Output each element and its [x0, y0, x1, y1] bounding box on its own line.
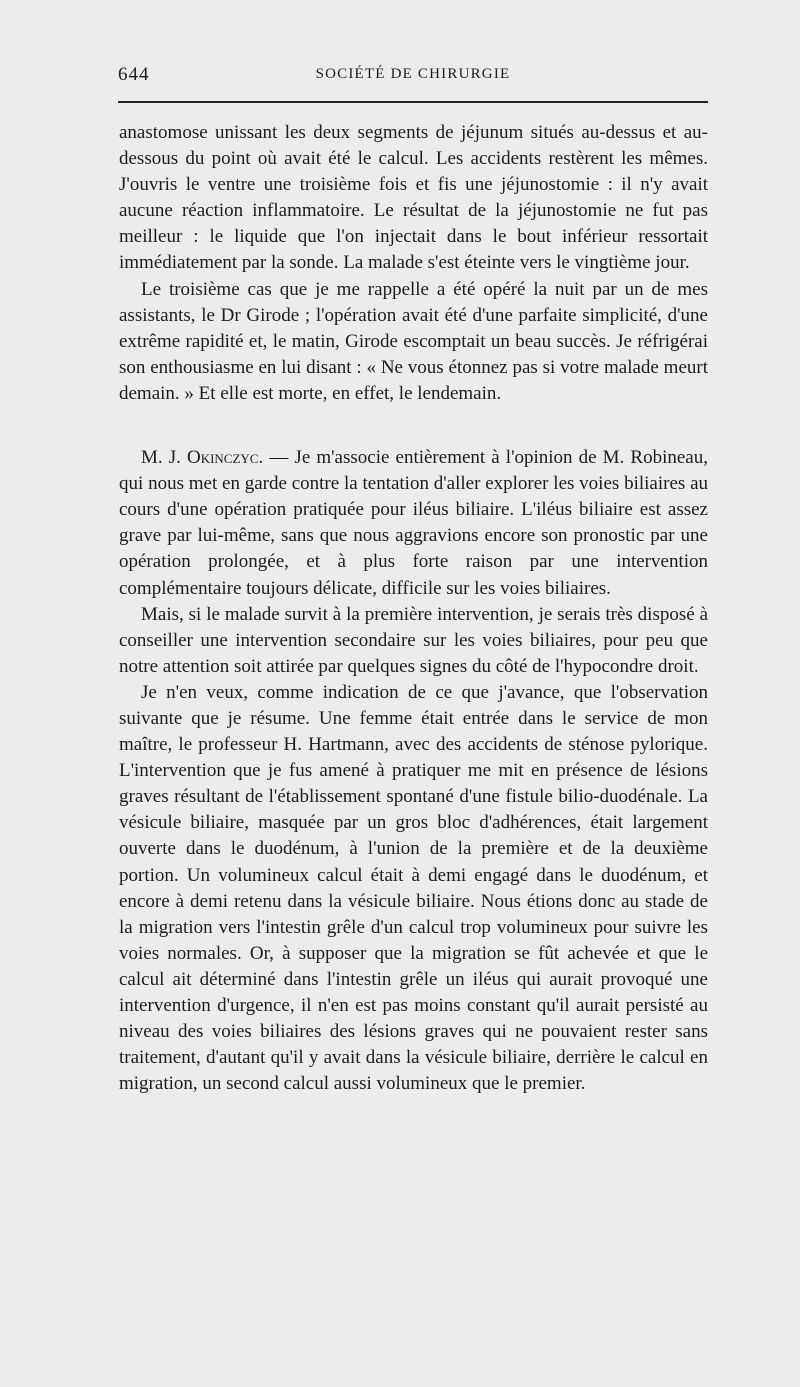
running-title: SOCIÉTÉ DE CHIRURGIE	[315, 66, 511, 82]
paragraph-2: Le troisième cas que je me rappelle a été opéré la nuit par un de mes assistants, le Dr Girode ; l'opération avait été d'une parfaite simplicité, d'une extrême rapidité et, le matin, Girode escomptait un beau succès. Je réfrigérai son enthousiasme en lui disant : « Ne vous étonnez pas si votre malade meurt demain. » Et elle est morte, en effet, le lendemain.	[119, 278, 708, 404]
paragraph-5: Je n'en veux, comme indication de ce que j'avance, que l'observation suivante que je résume. Une femme était entrée dans le service de mon maître, le professeur H. Hartmann, avec des accidents de sténose pylorique. L'intervention que je fus amené à pratiquer me mit en présence de lésions graves résultant de l'établissement spontané d'une fistule bilio-duodénale. La vésicule biliaire, masquée par un gros bloc d'adhérences, était largement ouverte dans le duodénum, à l'union de la première et de la deuxième portion. Un volumineux calcul était à demi engagé dans le duodénum, et encore à demi retenu dans la vésicule biliaire. Nous étions donc au stade de la migration vers l'intestin grêle d'un calcul trop volumineux pour suivre les voies normales. Or, à supposer que la migration se fût achevée et que le calcul ait déterminé dans l'intestin grêle un iléus qui aurait provoqué une intervention d'urgence, il n'en est pas moins constant qu'il aurait persisté au niveau des voies biliaires des lésions graves qui ne pouvaient rester sans traitement, d'autant qu'il y avait dans la vésicule biliaire, derrière le calcul en migration, un second calcul aussi volumineux que le premier.	[119, 681, 708, 1095]
body-text	[119, 120, 708, 1097]
paragraph-4: Mais, si le malade survit à la première intervention, je serais très disposé à conseiller une intervention secondaire sur les voies biliaires, pour peu que notre attention soit attirée par quelques signes du côté de l'hypocondre droit.	[119, 603, 708, 677]
page-header	[118, 60, 708, 90]
paragraph-1: anastomose unissant les deux segments de jéjunum situés au-dessus et au-dessous du point où avait été le calcul. Les accidents restèrent les mêmes. J'ouvris le ventre une troisième fois et fis une jéjunostomie : il n'y avait aucune réaction inflammatoire. Le résultat de la jéjunostomie ne fut pas meilleur : le liquide que l'on injectait dans le bout inférieur ressortait immédiatement par la sonde. La malade s'est éteinte vers le vingtième jour.	[119, 122, 708, 274]
speaker-name: M. J. Okinczyc.	[141, 447, 264, 469]
paragraph-3	[119, 445, 708, 602]
paragraph-3-text: — Je m'associe entièrement à l'opinion de M. Robineau, qui nous met en garde contre la tentation d'aller explorer les voies biliaires au cours d'une opération pratiquée pour iléus biliaire. L'iléus biliaire est assez grave par lui-même, sans que nous aggravions encore son pronostic par une opération prolongée, et à plus forte raison par une intervention complémentaire toujours délicate, difficile sur les voies biliaires.	[119, 447, 708, 599]
header-rule	[118, 101, 708, 103]
page-number: 644	[118, 64, 150, 85]
